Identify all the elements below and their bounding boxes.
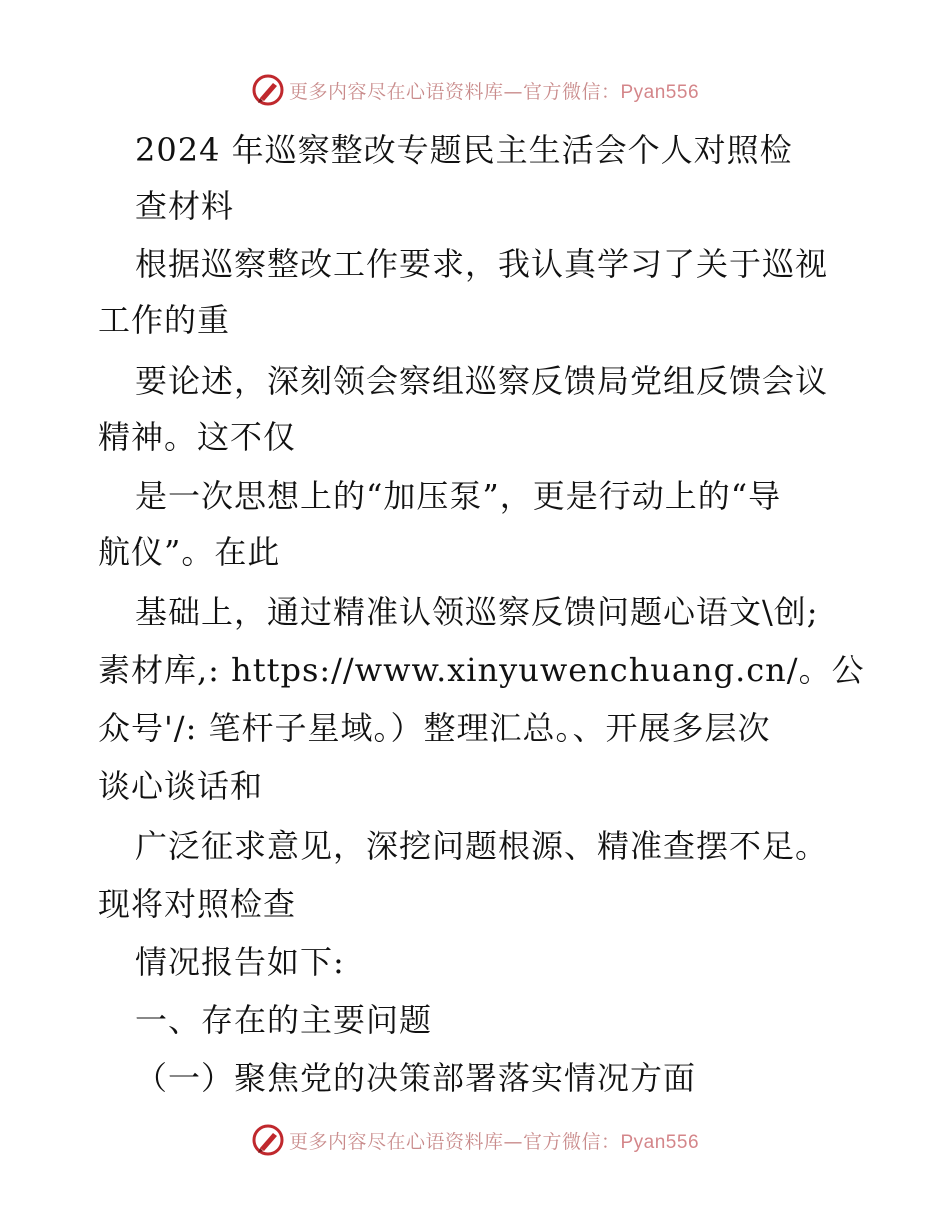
watermark-text: 更多内容尽在心语资料库—官方微信：Pyan556: [288, 80, 700, 103]
section-heading: 一、存在的主要问题: [135, 1001, 433, 1039]
paragraph-line: 是一次思想上的“加压泵”，更是行动上的“导: [135, 477, 782, 515]
paragraph-line: 情况报告如下:: [135, 943, 345, 981]
paragraph-line: 素材库,: https://www.xinyuwenchuang.cn/。公: [98, 651, 865, 689]
pen-logo-icon: [251, 73, 285, 107]
paragraph-line: 航仪”。在此: [98, 533, 281, 571]
title-line-2: 查材料: [135, 187, 235, 225]
paragraph-line: 现将对照检查: [98, 885, 297, 923]
header-watermark: [0, 70, 950, 110]
pen-logo-icon: [251, 1123, 285, 1157]
paragraph-line: 工作的重: [98, 301, 231, 339]
paragraph-line: 要论述，深刻领会察组巡察反馈局党组反馈会议: [135, 362, 829, 400]
watermark-text: 更多内容尽在心语资料库—官方微信：Pyan556: [288, 1130, 700, 1153]
title-line-1: 2024 年巡察整改专题民主生活会个人对照检: [135, 131, 793, 169]
subsection-heading: （一）聚焦党的决策部署落实情况方面: [135, 1059, 697, 1097]
paragraph-line: 广泛征求意见，深挖问题根源、精准查摆不足。: [135, 827, 829, 865]
paragraph-line: 众号'/: 笔杆子星域。）整理汇总。、开展多层次: [98, 709, 771, 747]
paragraph-line: 基础上，通过精准认领巡察反馈问题心语文\创;: [135, 593, 819, 631]
paragraph-line: 根据巡察整改工作要求，我认真学习了关于巡视: [135, 245, 829, 283]
paragraph-line: 谈心谈话和: [98, 767, 264, 805]
footer-watermark: [0, 1120, 950, 1160]
paragraph-line: 精神。这不仅: [98, 418, 297, 456]
